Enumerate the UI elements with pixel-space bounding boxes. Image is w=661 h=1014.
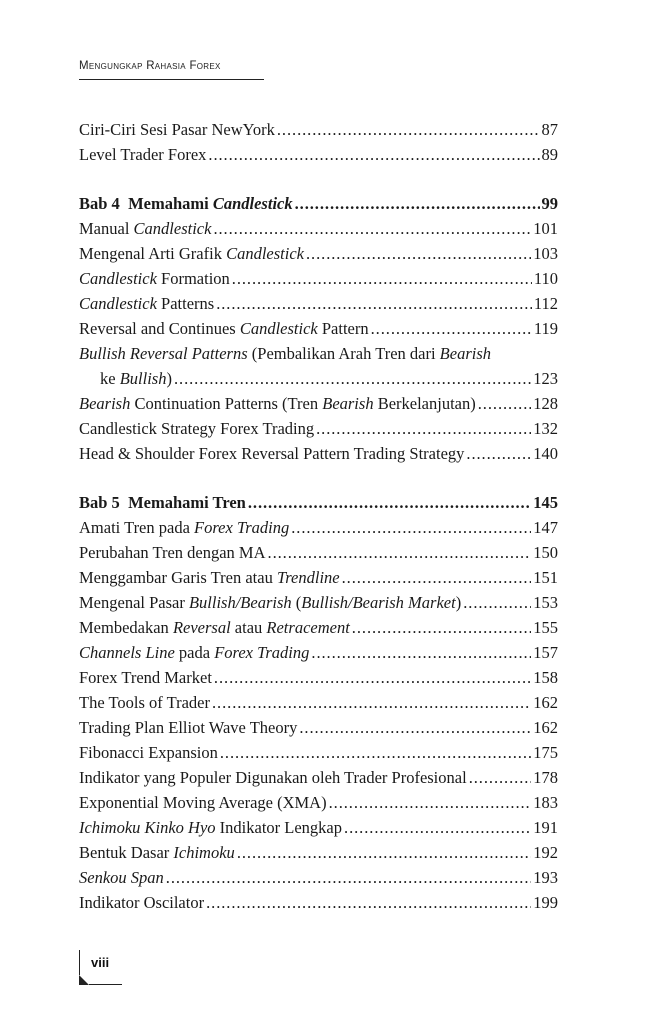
running-header: Mengungkap Rahasia Forex xyxy=(79,60,221,72)
toc-entry: Fibonacci Expansion . . . 175 xyxy=(79,742,558,764)
toc-entry: Bearish Continuation Patterns (Tren Bearish Berkelanjutan) . . . 128 xyxy=(79,393,558,415)
toc-entry: The Tools of Trader . . . 162 xyxy=(79,692,558,714)
toc-entry: Perubahan Tren dengan MA . . . 150 xyxy=(79,542,558,564)
toc-entry: Candlestick Formation . . . 110 xyxy=(79,268,558,290)
toc-entry: Forex Trend Market . . . 158 xyxy=(79,667,558,689)
toc-entry: Indikator yang Populer Digunakan oleh Trader Profesional . . . 178 xyxy=(79,767,558,789)
toc-entry-line1: Bullish Reversal Patterns (Pembalikan Arah Tren dari Bearish xyxy=(79,344,492,363)
toc-entry: Exponential Moving Average (XMA) . . . 183 xyxy=(79,792,558,814)
toc-entry: Ichimoku Kinko Hyo Indikator Lengkap . . . 191 xyxy=(79,817,558,839)
toc-entry: Candlestick Strategy Forex Trading . . . 132 xyxy=(79,418,558,440)
toc-entry: Head & Shoulder Forex Reversal Pattern Trading Strategy . . . 140 xyxy=(79,443,558,465)
toc-entry: Manual Candlestick . . . 101 xyxy=(79,218,558,240)
toc-entry: Ciri-Ciri Sesi Pasar NewYork . . . 87 xyxy=(79,119,558,141)
toc-entry: Reversal and Continues Candlestick Pattern . . . 119 xyxy=(79,318,558,340)
header-rule xyxy=(79,79,264,80)
toc-entry: Trading Plan Elliot Wave Theory . . . 162 xyxy=(79,717,558,739)
toc-entry-line2: ke Bullish) . . . 123 xyxy=(100,368,558,390)
toc-entry: Membedakan Reversal atau Retracement . . . 155 xyxy=(79,617,558,639)
toc-entry: Mengenal Pasar Bullish/Bearish (Bullish/Bearish Market) . . . 153 xyxy=(79,592,558,614)
toc-entry: Candlestick Patterns . . . 112 xyxy=(79,293,558,315)
toc-entry: Amati Tren pada Forex Trading . . . 147 xyxy=(79,517,558,539)
toc-entry: Indikator Oscilator . . . 199 xyxy=(79,892,558,914)
toc-entry: Senkou Span . . . 193 xyxy=(79,867,558,889)
chapter-heading: Bab 4 Memahami Candlestick . . . 99 xyxy=(79,193,558,215)
toc-entry: Mengenal Arti Grafik Candlestick . . . 103 xyxy=(79,243,558,265)
chapter-heading: Bab 5 Memahami Tren . . . 145 xyxy=(79,492,558,514)
page-number: viii xyxy=(91,955,110,970)
toc-entry: Bentuk Dasar Ichimoku . . . 192 xyxy=(79,842,558,864)
toc-entry: Level Trader Forex . . . 89 xyxy=(79,144,558,166)
toc-entry: Channels Line pada Forex Trading . . . 157 xyxy=(79,642,558,664)
toc-entry: Menggambar Garis Tren atau Trendline . . . 151 xyxy=(79,567,558,589)
